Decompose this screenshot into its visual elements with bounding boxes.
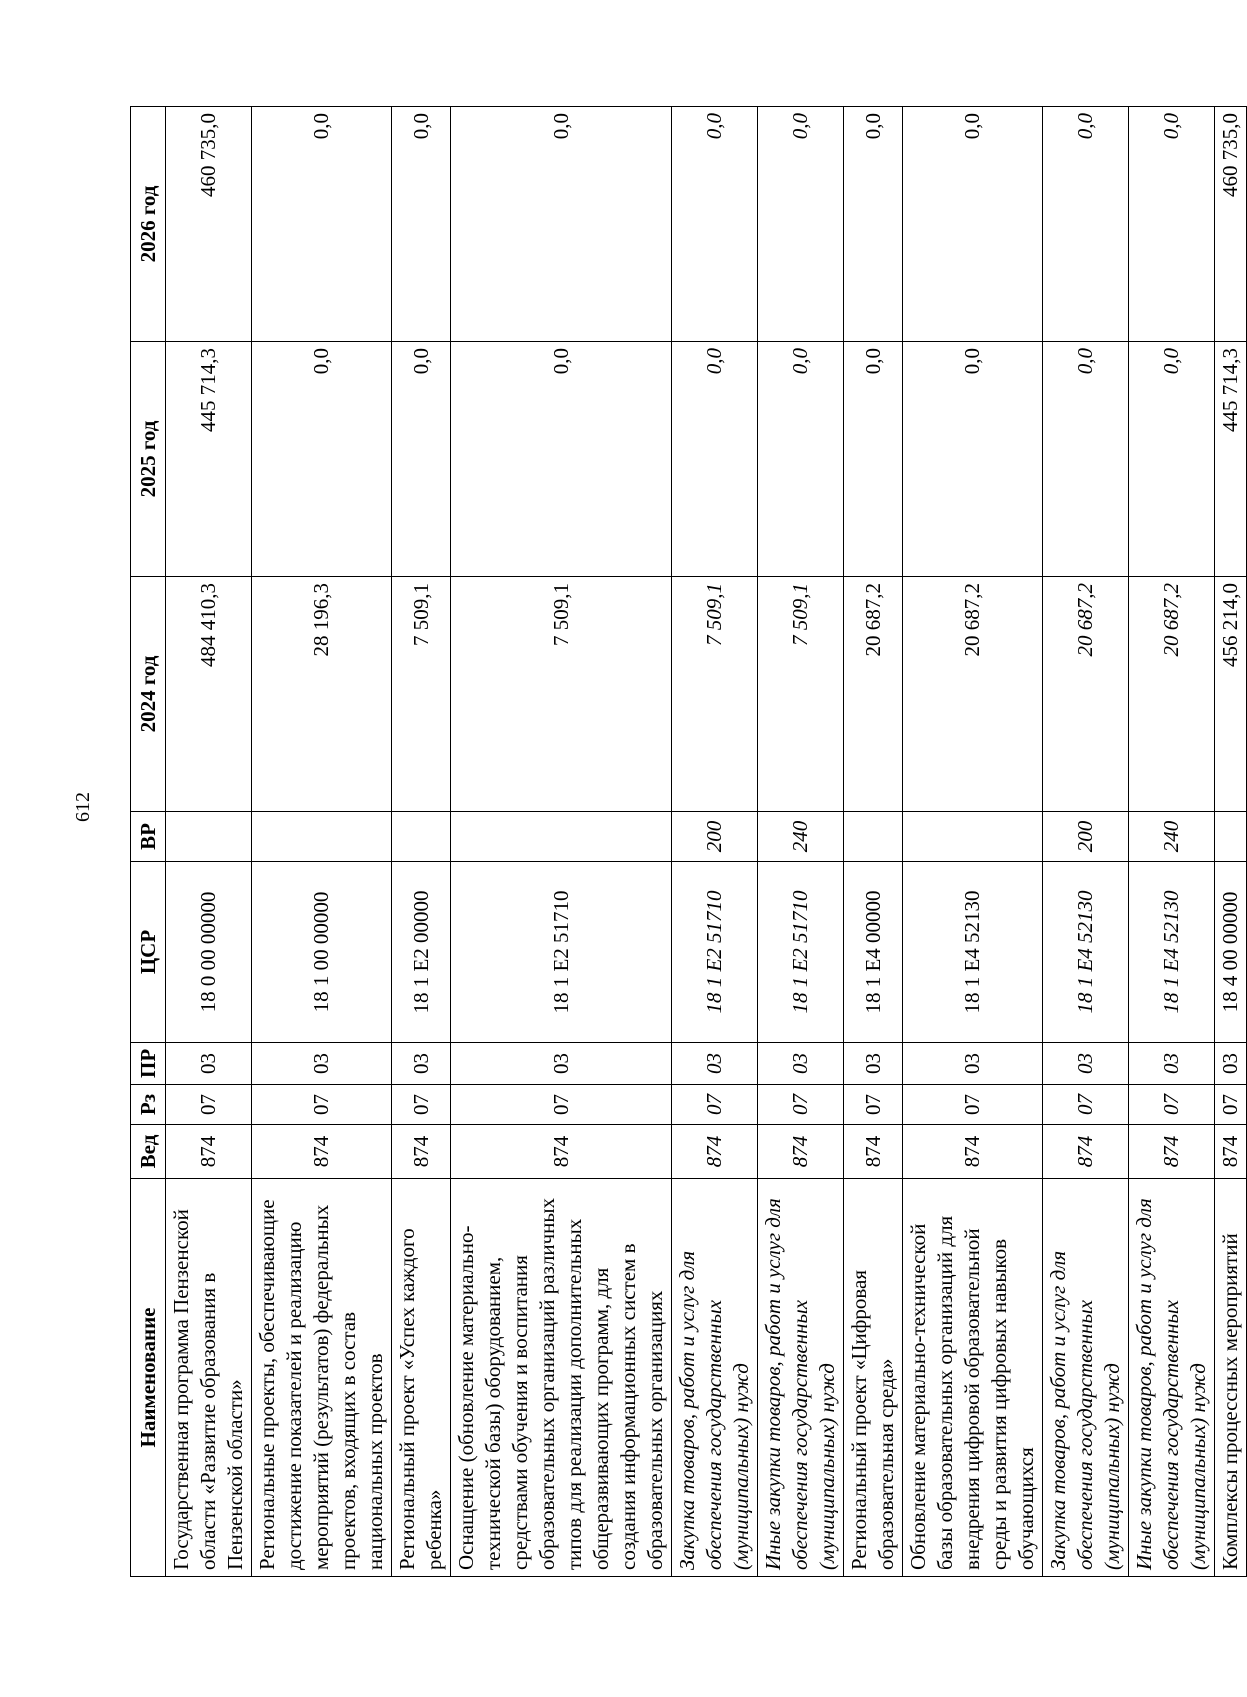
cell-ved: 874 [451, 1125, 672, 1179]
cell-ved: 874 [252, 1125, 392, 1179]
cell-pr: 03 [758, 1043, 844, 1085]
cell-vr [451, 812, 672, 862]
cell-2024: 456 214,0 [1215, 577, 1247, 812]
cell-pr: 03 [672, 1043, 758, 1085]
cell-2026: 0,0 [758, 107, 844, 342]
cell-name: Обновление материально-технической базы образовательных организаций для внедрения цифровой образовательной среды и развития цифровых навыков обучающихся [903, 1179, 1043, 1577]
cell-name: Иные закупки товаров, работ и услуг для обеспечения государственных (муниципальных) нужд [758, 1179, 844, 1577]
table-row [1043, 107, 1129, 1577]
header-2026: 2026 год [131, 107, 166, 342]
cell-csr: 18 1 E2 00000 [392, 862, 451, 1043]
cell-2024: 484 410,3 [166, 577, 252, 812]
cell-2024: 20 687,2 [1129, 577, 1215, 812]
cell-2024: 28 196,3 [252, 577, 392, 812]
cell-2025: 0,0 [903, 342, 1043, 577]
cell-ved: 874 [392, 1125, 451, 1179]
cell-rz: 07 [451, 1085, 672, 1125]
cell-2025: 0,0 [844, 342, 903, 577]
cell-csr: 18 1 E4 52130 [1043, 862, 1129, 1043]
cell-vr [844, 812, 903, 862]
cell-2024: 7 509,1 [758, 577, 844, 812]
cell-vr [166, 812, 252, 862]
cell-2024: 20 687,2 [903, 577, 1043, 812]
page-number: 612 [72, 792, 94, 822]
cell-rz: 07 [903, 1085, 1043, 1125]
cell-vr [392, 812, 451, 862]
cell-2025: 445 714,3 [166, 342, 252, 577]
cell-name: Региональный проект «Цифровая образовательная среда» [844, 1179, 903, 1577]
cell-2024: 20 687,2 [1043, 577, 1129, 812]
header-rz: Рз [131, 1085, 166, 1125]
cell-pr: 03 [844, 1043, 903, 1085]
header-vr: ВР [131, 812, 166, 862]
cell-2026: 460 735,0 [166, 107, 252, 342]
cell-rz: 07 [1043, 1085, 1129, 1125]
cell-rz: 07 [1215, 1085, 1247, 1125]
cell-rz: 07 [166, 1085, 252, 1125]
cell-name: Иные закупки товаров, работ и услуг для обеспечения государственных (муниципальных) нужд [1129, 1179, 1215, 1577]
cell-2026: 0,0 [844, 107, 903, 342]
cell-vr: 240 [758, 812, 844, 862]
cell-csr: 18 1 E2 51710 [672, 862, 758, 1043]
cell-vr [1215, 812, 1247, 862]
cell-ved: 874 [166, 1125, 252, 1179]
cell-2026: 0,0 [1043, 107, 1129, 342]
cell-rz: 07 [252, 1085, 392, 1125]
cell-2024: 7 509,1 [672, 577, 758, 812]
cell-rz: 07 [672, 1085, 758, 1125]
cell-2024: 7 509,1 [392, 577, 451, 812]
cell-csr: 18 1 E4 52130 [1129, 862, 1215, 1043]
cell-rz: 07 [844, 1085, 903, 1125]
cell-2025: 0,0 [758, 342, 844, 577]
header-ved: Вед [131, 1125, 166, 1179]
cell-2025: 0,0 [451, 342, 672, 577]
cell-name: Закупка товаров, работ и услуг для обеспечения государственных (муниципальных) нужд [1043, 1179, 1129, 1577]
cell-vr: 200 [1043, 812, 1129, 862]
cell-name: Региональные проекты, обеспечивающие достижение показателей и реализацию мероприятий (результатов) федеральных проектов, входящих в состав национальных проектов [252, 1179, 392, 1577]
table-header-row [131, 107, 166, 1577]
cell-2026: 0,0 [252, 107, 392, 342]
header-2024: 2024 год [131, 577, 166, 812]
cell-pr: 03 [451, 1043, 672, 1085]
cell-2024: 20 687,2 [844, 577, 903, 812]
cell-2025: 0,0 [392, 342, 451, 577]
cell-vr: 200 [672, 812, 758, 862]
cell-2026: 0,0 [1129, 107, 1215, 342]
cell-csr: 18 4 00 00000 [1215, 862, 1247, 1043]
cell-csr: 18 1 E4 00000 [844, 862, 903, 1043]
cell-rz: 07 [392, 1085, 451, 1125]
cell-pr: 03 [166, 1043, 252, 1085]
cell-pr: 03 [903, 1043, 1043, 1085]
cell-2026: 0,0 [392, 107, 451, 342]
cell-csr: 18 1 E2 51710 [758, 862, 844, 1043]
cell-ved: 874 [1215, 1125, 1247, 1179]
header-name: Наименование [131, 1179, 166, 1577]
table-row [1215, 107, 1247, 1577]
cell-pr: 03 [252, 1043, 392, 1085]
cell-2025: 0,0 [252, 342, 392, 577]
header-2025: 2025 год [131, 342, 166, 577]
table-row [758, 107, 844, 1577]
cell-2025: 0,0 [672, 342, 758, 577]
cell-2026: 0,0 [672, 107, 758, 342]
rotated-table-container [130, 107, 1242, 1577]
cell-csr: 18 0 00 00000 [166, 862, 252, 1043]
cell-name: Региональный проект «Успех каждого ребенка» [392, 1179, 451, 1577]
cell-name: Оснащение (обновление материально-технической базы) оборудованием, средствами обучения и воспитания образовательных организаций различных типов для реализации дополнительных общеразвивающих программ, для создания информационных систем в образовательных организациях [451, 1179, 672, 1577]
cell-vr [903, 812, 1043, 862]
cell-name: Государственная программа Пензенской области «Развитие образования в Пензенской области» [166, 1179, 252, 1577]
table-row [1129, 107, 1215, 1577]
table-row [903, 107, 1043, 1577]
cell-ved: 874 [844, 1125, 903, 1179]
cell-pr: 03 [1215, 1043, 1247, 1085]
cell-2026: 460 735,0 [1215, 107, 1247, 342]
table-row [672, 107, 758, 1577]
cell-pr: 03 [392, 1043, 451, 1085]
cell-2026: 0,0 [451, 107, 672, 342]
cell-vr [252, 812, 392, 862]
cell-pr: 03 [1129, 1043, 1215, 1085]
cell-ved: 874 [758, 1125, 844, 1179]
cell-ved: 874 [903, 1125, 1043, 1179]
cell-2025: 0,0 [1043, 342, 1129, 577]
header-pr: ПР [131, 1043, 166, 1085]
table-row [451, 107, 672, 1577]
header-csr: ЦСР [131, 862, 166, 1043]
cell-2026: 0,0 [903, 107, 1043, 342]
cell-pr: 03 [1043, 1043, 1129, 1085]
cell-2025: 445 714,3 [1215, 342, 1247, 577]
cell-ved: 874 [672, 1125, 758, 1179]
cell-csr: 18 1 E2 51710 [451, 862, 672, 1043]
cell-name: Закупка товаров, работ и услуг для обеспечения государственных (муниципальных) нужд [672, 1179, 758, 1577]
table-row [166, 107, 252, 1577]
cell-2024: 7 509,1 [451, 577, 672, 812]
table-row [392, 107, 451, 1577]
cell-csr: 18 1 00 00000 [252, 862, 392, 1043]
cell-vr: 240 [1129, 812, 1215, 862]
table-row [252, 107, 392, 1577]
table-row [844, 107, 903, 1577]
cell-rz: 07 [758, 1085, 844, 1125]
budget-table [130, 106, 1247, 1577]
cell-name: Комплексы процессных мероприятий [1215, 1179, 1247, 1577]
cell-ved: 874 [1129, 1125, 1215, 1179]
cell-rz: 07 [1129, 1085, 1215, 1125]
cell-csr: 18 1 E4 52130 [903, 862, 1043, 1043]
cell-ved: 874 [1043, 1125, 1129, 1179]
cell-2025: 0,0 [1129, 342, 1215, 577]
